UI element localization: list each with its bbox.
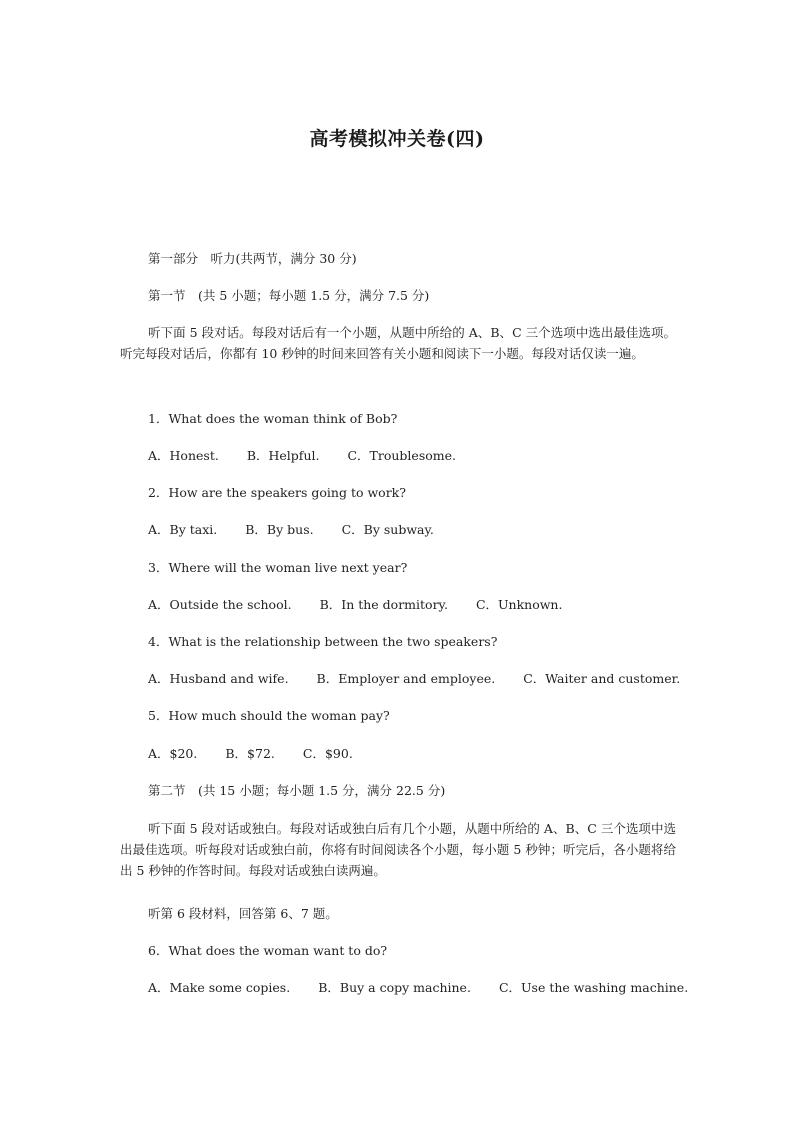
question-3-options xyxy=(148,597,562,613)
question-3-stem: 3．Where will the woman live next year? xyxy=(148,560,408,575)
section1-instructions: 听下面 5 段对话。每段对话后有一个小题，从题中所给的 A、B、C 三个选项中选出最佳选项。听完每段对话后，你都有 10 秒钟的时间来回答有关小题和阅读下一小题。每段对话仅读一遍。 xyxy=(120,325,676,361)
option-a: A．Husband and wife. xyxy=(148,671,289,686)
option-b: B．Buy a copy machine. xyxy=(318,980,471,995)
section2-instructions: 听下面 5 段对话或独白。每段对话或独白后有几个小题，从题中所给的 A、B、C 三个选项中选出最佳选项。听每段对话或独白前，你将有时间阅读各个小题，每小题 5 秒钟；听完后，各小题将给出 5 秒钟的作答时间。每段对话或独白读两遍。 xyxy=(120,821,676,878)
question-6-options xyxy=(148,980,688,996)
question-6-stem: 6．What does the woman want to do? xyxy=(148,943,388,958)
section1-heading: 第一节 (共 5 小题；每小题 1.5 分，满分 7.5 分) xyxy=(148,288,430,303)
option-c: C．Troublesome. xyxy=(347,448,456,463)
question-2-options xyxy=(148,522,434,538)
option-c: C．Unknown. xyxy=(475,597,563,612)
question-4-options xyxy=(148,671,680,687)
question-1-options xyxy=(148,448,456,464)
option-b: B．In the dormitory. xyxy=(319,597,448,612)
option-c: C．Waiter and customer. xyxy=(523,671,681,686)
question-2-stem: 2．How are the speakers going to work? xyxy=(148,485,406,500)
option-a: A．Outside the school. xyxy=(148,597,292,612)
option-b: B．Helpful. xyxy=(246,448,320,463)
option-c: C．Use the washing machine. xyxy=(498,980,689,995)
question-4-stem: 4．What is the relationship between the two speakers? xyxy=(148,634,498,649)
option-c: C．$90. xyxy=(302,746,353,761)
section2-heading: 第二节 (共 15 小题；每小题 1.5 分，满分 22.5 分) xyxy=(148,783,446,798)
option-b: B．Employer and employee. xyxy=(316,671,496,686)
question-5-options xyxy=(148,746,353,762)
option-c: C．By subway. xyxy=(341,522,434,537)
option-a: A．By taxi. xyxy=(148,522,218,537)
option-a: A．Honest. xyxy=(148,448,219,463)
material-note: 听第 6 段材料，回答第 6、7 题。 xyxy=(148,906,338,921)
part1-heading: 第一部分 听力(共两节，满分 30 分) xyxy=(148,251,357,266)
option-a: A．$20. xyxy=(148,746,198,761)
option-b: B．$72. xyxy=(225,746,275,761)
page-title: 高考模拟冲关卷(四) xyxy=(309,128,485,150)
option-a: A．Make some copies. xyxy=(148,980,291,995)
question-5-stem: 5．How much should the woman pay? xyxy=(148,708,390,723)
option-b: B．By bus. xyxy=(245,522,314,537)
question-1-stem: 1．What does the woman think of Bob? xyxy=(148,411,398,426)
